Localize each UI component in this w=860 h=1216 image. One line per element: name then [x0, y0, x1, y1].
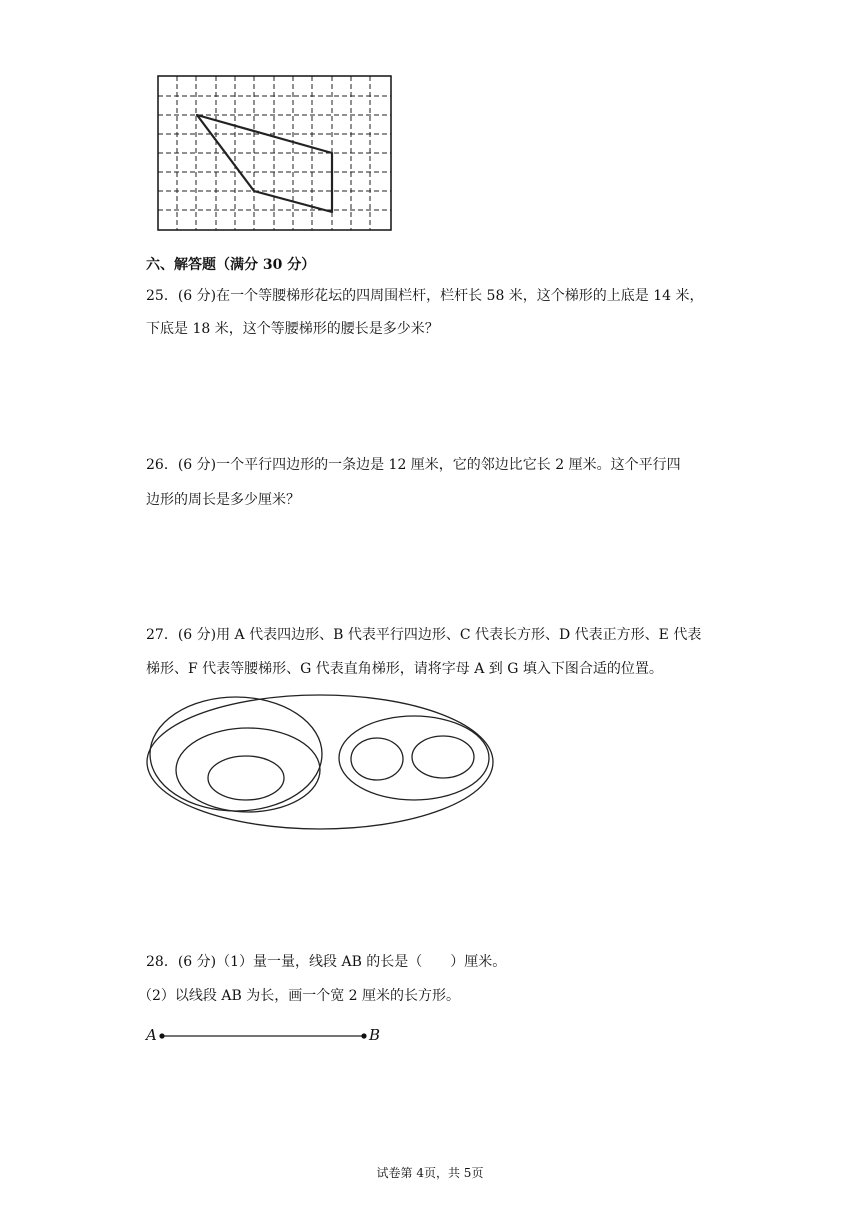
ellipse-left-large — [150, 697, 322, 811]
segment-label-a: A — [146, 1026, 157, 1044]
section-heading: 六、解答题（满分 30 分） — [146, 257, 316, 273]
question-28-line-2: （2）以线段 AB 为长，画一个宽 2 厘米的长方形。 — [138, 988, 461, 1004]
question-26-line-2: 边形的周长是多少厘米？ — [146, 492, 300, 508]
segment-label-b: B — [369, 1026, 381, 1044]
question-27-line-1: 27．(6 分)用 A 代表四边形、B 代表平行四边形、C 代表长方形、D 代表正方形、E 代表 — [146, 627, 702, 643]
point-a — [159, 1033, 164, 1038]
ellipse-right-small-left — [351, 738, 403, 780]
segment-ab — [158, 1030, 370, 1042]
point-b — [361, 1033, 366, 1038]
grid-figure — [156, 74, 394, 234]
question-26-line-1: 26．(6 分)一个平行四边形的一条边是 12 厘米，它的邻边比它长 2 厘米。这个平行四 — [146, 457, 681, 473]
grid-dashed-lines — [158, 76, 391, 230]
ellipse-right-large — [339, 716, 489, 800]
nested-ellipses-diagram — [140, 690, 510, 840]
ellipse-right-small-right — [412, 736, 474, 778]
question-28-line-1: 28．(6 分)（1）量一量，线段 AB 的长是（ ）厘米。 — [146, 954, 507, 970]
question-25-line-2: 下底是 18 米，这个等腰梯形的腰长是多少米？ — [146, 321, 439, 337]
question-25-line-1: 25．(6 分)在一个等腰梯形花坛的四周围栏杆，栏杆长 58 米，这个梯形的上底是 14 米， — [146, 288, 704, 304]
ellipse-outer — [147, 695, 493, 829]
question-27-line-2: 梯形、F 代表等腰梯形、G 代表直角梯形，请将字母 A 到 G 填入下图合适的位置。 — [146, 661, 663, 677]
page-footer: 试卷第 4页，共 5页 — [376, 1166, 484, 1180]
ellipse-left-inner — [208, 756, 284, 800]
